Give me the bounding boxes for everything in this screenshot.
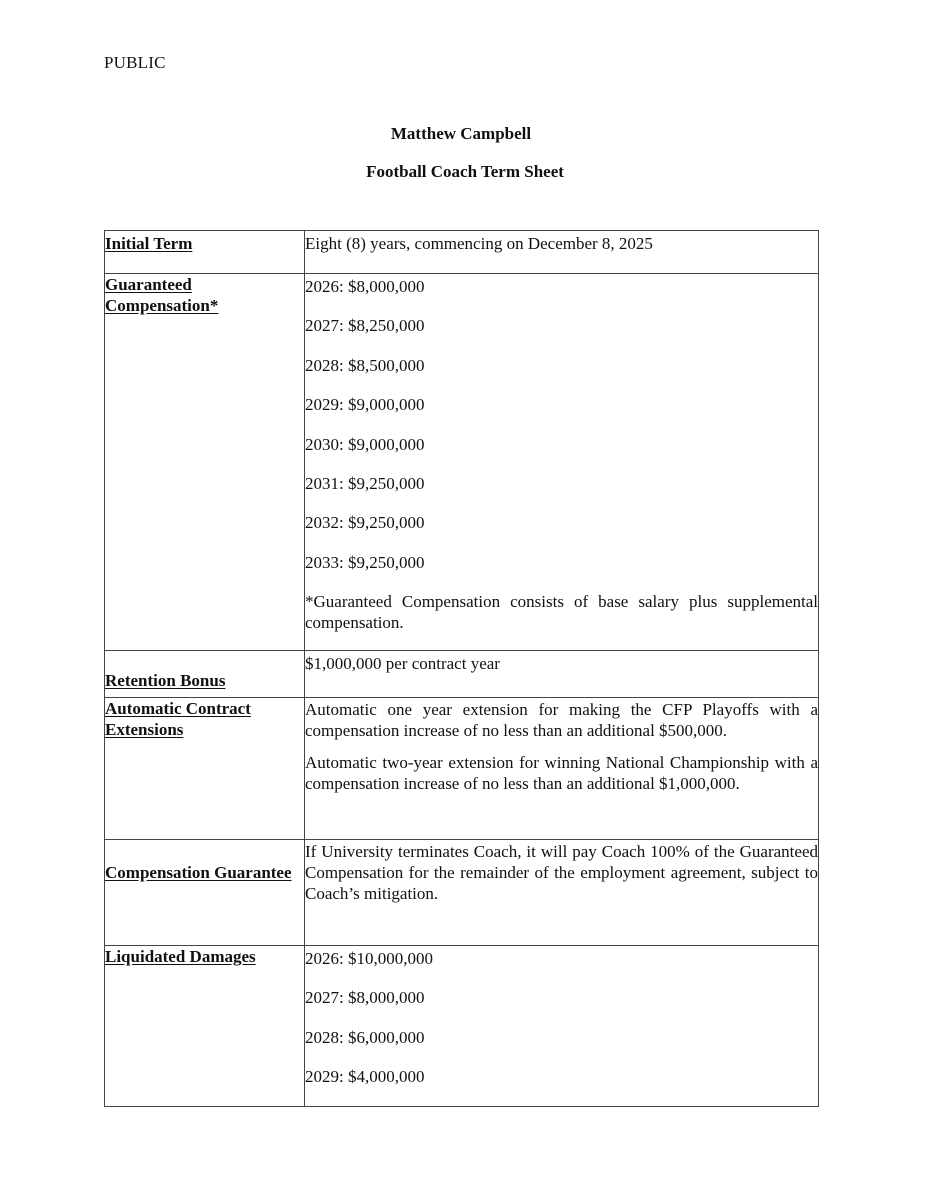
retention-bonus-label: Retention Bonus — [105, 651, 305, 698]
damages-year-line: 2028: $6,000,000 — [305, 1027, 425, 1047]
extension-paragraph: Automatic two-year extension for winning National Championship with a compensation increase of no less than an additional $1,000,000. — [305, 753, 818, 793]
table-row-compensation-guarantee — [105, 840, 819, 946]
automatic-extensions-label: Automatic Contract Extensions — [105, 698, 305, 840]
compensation-year-line: 2029: $9,000,000 — [305, 395, 425, 415]
compensation-year-line: 2030: $9,000,000 — [305, 434, 425, 454]
guaranteed-compensation-value — [305, 274, 819, 651]
term-sheet-table — [104, 230, 819, 1107]
document-title: Football Coach Term Sheet — [366, 162, 564, 181]
retention-bonus-value: $1,000,000 per contract year — [305, 651, 819, 698]
compensation-year-line: 2028: $8,500,000 — [305, 355, 425, 375]
damages-year-line: 2029: $4,000,000 — [305, 1067, 425, 1087]
damages-year-line: 2026: $10,000,000 — [305, 949, 433, 968]
table-row-automatic-extensions — [105, 698, 819, 840]
compensation-year-line: 2031: $9,250,000 — [305, 473, 425, 493]
compensation-year-line: 2027: $8,250,000 — [305, 316, 425, 336]
document-name: Matthew Campbell — [390, 124, 532, 143]
initial-term-label: Initial Term — [105, 231, 305, 274]
liquidated-damages-value — [305, 946, 819, 1107]
damages-year-line: 2027: $8,000,000 — [305, 988, 425, 1008]
compensation-footnote: *Guaranteed Compensation consists of base salary plus supplemental compensation. — [305, 592, 818, 633]
compensation-guarantee-label: Compensation Guarantee — [105, 840, 305, 946]
automatic-extensions-value — [305, 698, 819, 840]
guaranteed-compensation-label: Guaranteed Compensation* — [105, 274, 305, 651]
table-row-retention-bonus — [105, 651, 819, 698]
table-row-initial-term — [105, 231, 819, 274]
table-row-liquidated-damages — [105, 946, 819, 1107]
compensation-guarantee-value — [305, 840, 819, 946]
extension-paragraph: Automatic one year extension for making the CFP Playoffs with a compensation increase of no less than an additional $500,000. — [305, 700, 818, 740]
classification-label: PUBLIC — [104, 53, 166, 72]
table-row-guaranteed-compensation — [105, 274, 819, 651]
guarantee-paragraph: If University terminates Coach, it will pay Coach 100% of the Guaranteed Compensation for the remainder of the employment agreement, subject to Coach’s mitigation. — [305, 842, 818, 903]
initial-term-value: Eight (8) years, commencing on December 8, 2025 — [305, 231, 819, 274]
liquidated-damages-label: Liquidated Damages — [105, 946, 305, 1107]
compensation-year-line: 2033: $9,250,000 — [305, 552, 425, 572]
compensation-year-line: 2032: $9,250,000 — [305, 513, 425, 533]
compensation-year-line: 2026: $8,000,000 — [305, 277, 425, 296]
